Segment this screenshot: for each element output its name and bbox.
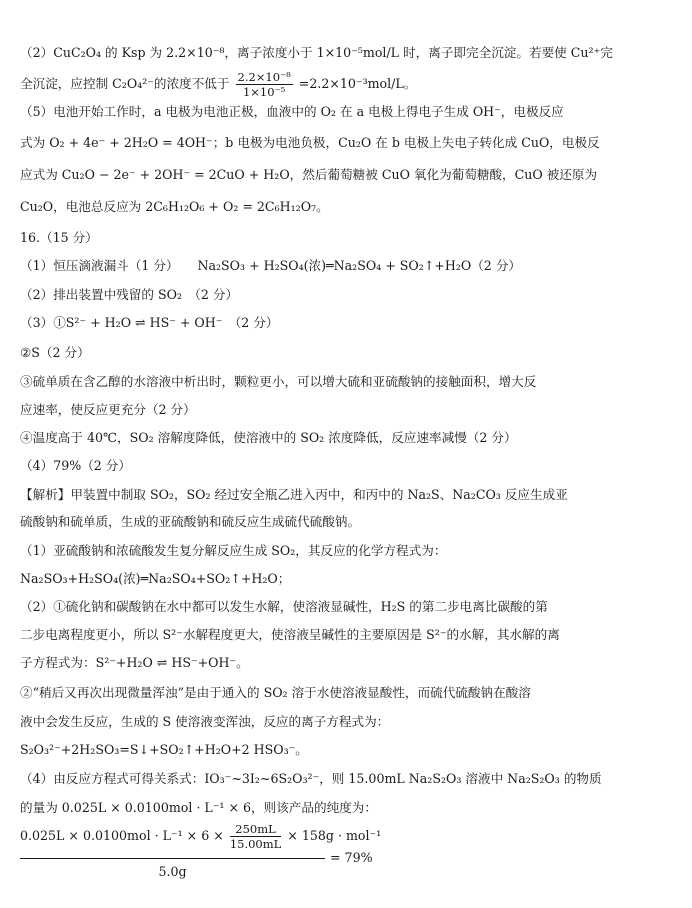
purity-calculation <box>20 822 380 882</box>
fraction-denominator: 1×10⁻⁵ <box>242 85 286 99</box>
text-line: 应式为 Cu₂O − 2e⁻ + 2OH⁻ = 2CuO + H₂O，然后葡萄糖被 CuO 氧化为葡萄糖酸，CuO 被还原为 <box>20 167 598 182</box>
fraction-bar <box>20 858 325 859</box>
text-line: （4）79%（2 分） <box>20 458 131 473</box>
text-line <box>20 70 674 99</box>
text-line: 二步电离程度更小，所以 S²⁻水解程度更大，使溶液呈碱性的主要原因是 S²⁻的水解，其水解的离 <box>20 627 560 642</box>
text-line: ②“稍后又再次出现微量浑浊”是由于通入的 SO₂ 溶于水使溶液显酸性，而硫代硫酸钠在酸溶 <box>20 685 531 700</box>
text-line: ④温度高于 40℃，SO₂ 溶解度降低，使溶液中的 SO₂ 浓度降低，反应速率减慢（2 分） <box>20 430 517 445</box>
text-line: Na₂SO₃+H₂SO₄(浓)═Na₂SO₄+SO₂↑+H₂O； <box>20 571 291 586</box>
calculation-denominator: 5.0g <box>158 864 187 879</box>
fraction-numerator: 2.2×10⁻⁸ <box>237 70 291 84</box>
text-segment: =2.2×10⁻³mol/L。 <box>298 76 417 91</box>
text-line: （2）①硫化钠和碳酸钠在水中都可以发生水解，使溶液显碱性，H₂S 的第二步电离比碳酸的第 <box>20 599 548 614</box>
volume-fraction <box>230 822 281 851</box>
text-line: S₂O₃²⁻+2H₂SO₃=S↓+SO₂↑+H₂O+2 HSO₃⁻。 <box>20 742 308 757</box>
calculation-numerator <box>20 822 382 851</box>
text-line: （1）亚硫酸钠和浓硫酸发生复分解反应生成 SO₂，其反应的化学方程式为： <box>20 543 447 558</box>
text-line: ③硫单质在含乙醇的水溶液中析出时，颗粒更小，可以增大硫和亚硫酸钠的接触面积，增大反 <box>20 374 537 389</box>
text-line: 应速率，使反应更充分（2 分） <box>20 402 196 417</box>
text-line: ②S（2 分） <box>20 345 90 360</box>
text-line: 【解析】甲装置中制取 SO₂，SO₂ 经过安全瓶乙进入丙中，和丙中的 Na₂S、Na₂CO₃ 反应生成亚 <box>20 487 568 502</box>
text-line: 的量为 0.025L × 0.0100mol · L⁻¹ × 6，则该产品的纯度为： <box>20 800 377 815</box>
text-line: Cu₂O，电池总反应为 2C₆H₁₂O₆ + O₂ = 2C₆H₁₂O₇。 <box>20 199 329 214</box>
text-segment: 0.025L × 0.0100mol · L⁻¹ × 6 × <box>20 828 224 843</box>
text-line: （5）电池开始工作时，a 电极为电池正极，血液中的 O₂ 在 a 电极上得电子生成 OH⁻，电极反应 <box>20 104 564 119</box>
text-line: 子方程式为：S²⁻+H₂O ⇌ HS⁻+OH⁻。 <box>20 655 249 670</box>
text-segment: × 158g · mol⁻¹ <box>287 828 382 843</box>
text-line: （1）恒压滴液漏斗（1 分） Na₂SO₃ + H₂SO₄(浓)═Na₂SO₄ + SO₂↑+H₂O（2 分） <box>20 258 522 273</box>
text-line: 硫酸钠和硫单质，生成的亚硫酸钠和硫反应生成硫代硫酸钠。 <box>20 514 361 529</box>
text-line: （4）由反应方程式可得关系式：IO₃⁻~3I₂~6S₂O₃²⁻，则 15.00mL Na₂S₂O₃ 溶液中 Na₂S₂O₃ 的物质 <box>20 771 602 786</box>
text-line: 16.（15 分） <box>20 230 98 245</box>
fraction-denominator: 15.00mL <box>229 837 282 851</box>
calculation-result: = 79% <box>330 850 373 865</box>
text-line: 式为 O₂ + 4e⁻ + 2H₂O = 4OH⁻；b 电极为电池负极，Cu₂O 在 b 电极上失电子转化成 CuO，电极反 <box>20 135 600 150</box>
text-line: （2）排出装置中残留的 SO₂ （2 分） <box>20 287 239 302</box>
text-line: 液中会发生反应，生成的 S 使溶液变浑浊，反应的离子方程式为： <box>20 714 390 729</box>
fraction <box>236 70 293 99</box>
text-segment: 全沉淀，应控制 C₂O₄²⁻的浓度不低于 <box>20 76 230 91</box>
text-line: （2）CuC₂O₄ 的 Ksp 为 2.2×10⁻⁸，离子浓度小于 1×10⁻⁵mol/L 时，离子即完全沉淀。若要使 Cu²⁺完 <box>20 45 613 60</box>
fraction-numerator: 250mL <box>230 822 281 837</box>
text-line: （3）①S²⁻ + H₂O ⇌ HS⁻ + OH⁻ （2 分） <box>20 315 279 330</box>
